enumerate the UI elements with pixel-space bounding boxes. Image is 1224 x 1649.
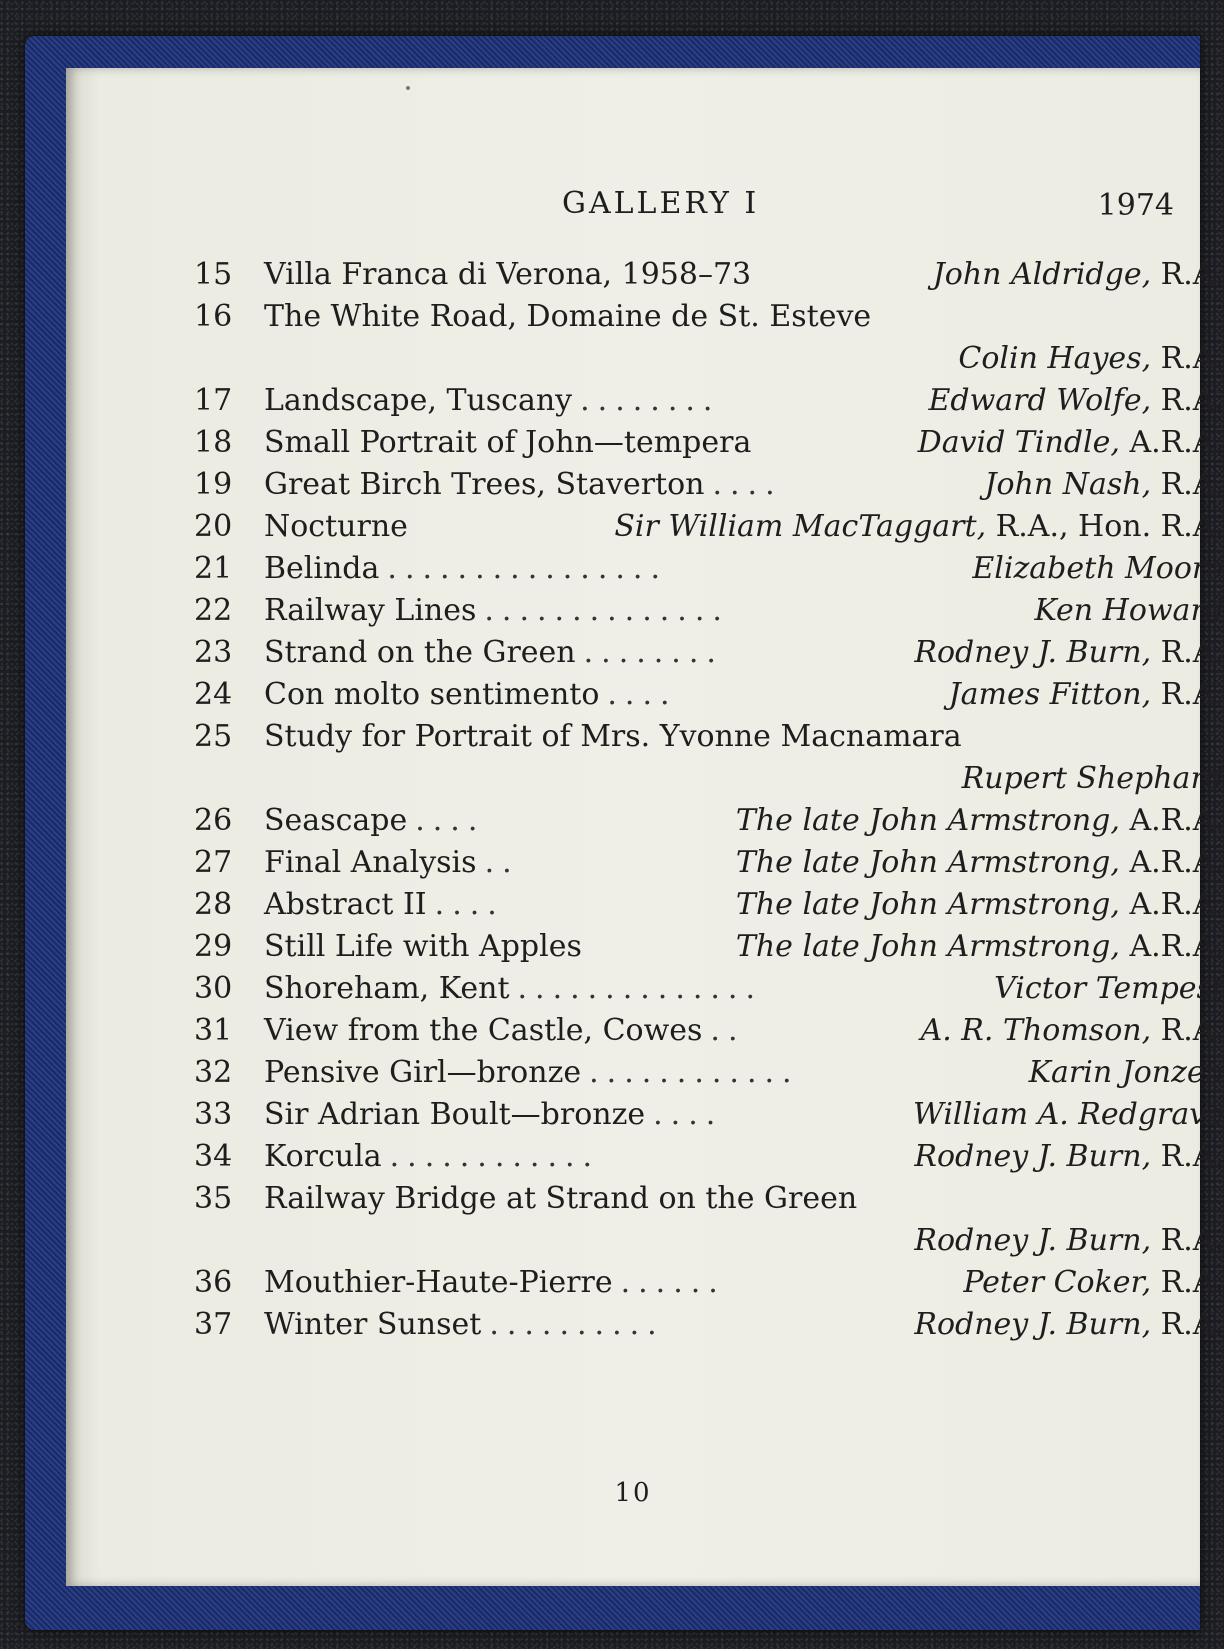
entry-line bbox=[194, 1136, 1224, 1178]
artist-name: Ken Howard bbox=[1034, 593, 1224, 628]
artist-credit bbox=[736, 884, 1224, 926]
artist-distinction: R.A. bbox=[1160, 1223, 1224, 1258]
entry-line bbox=[194, 632, 1224, 674]
paper-speck bbox=[406, 86, 410, 90]
artist-credit bbox=[736, 926, 1224, 968]
entry-number: 31 bbox=[194, 1013, 233, 1048]
catalogue-entry bbox=[194, 506, 1224, 548]
artist-credit bbox=[958, 338, 1224, 380]
entry-title: Sir Adrian Boult—bronze bbox=[264, 1097, 646, 1132]
entry-line bbox=[194, 506, 1224, 548]
catalogue-entries bbox=[194, 254, 1224, 1346]
artist-name: The late John Armstrong, bbox=[735, 887, 1120, 922]
artist-credit bbox=[984, 464, 1224, 506]
artist-credit bbox=[614, 506, 1224, 548]
catalogue-entry bbox=[194, 464, 1224, 506]
artist-name: David Tindle, bbox=[917, 425, 1120, 460]
entry-number: 25 bbox=[194, 719, 233, 754]
entry-line bbox=[194, 590, 1224, 632]
catalogue-entry bbox=[194, 968, 1224, 1010]
artist-distinction: A.R.A. bbox=[1129, 929, 1224, 964]
entry-title: Landscape, Tuscany bbox=[264, 383, 573, 418]
artist-credit bbox=[1034, 590, 1224, 632]
artist-distinction: R.A. bbox=[1160, 635, 1224, 670]
entry-number: 17 bbox=[194, 383, 233, 418]
entry-number: 23 bbox=[194, 635, 233, 670]
entry-line bbox=[194, 926, 1224, 968]
artist-distinction: R.A. bbox=[1160, 257, 1224, 292]
entry-line bbox=[194, 716, 1224, 758]
artist-credit bbox=[994, 968, 1224, 1010]
artist-name: James Fitton, bbox=[948, 677, 1152, 712]
leader-dots: .... bbox=[712, 467, 783, 502]
entry-title: Belinda bbox=[264, 551, 380, 586]
artist-name: Rodney J. Burn, bbox=[914, 635, 1152, 670]
artist-distinction: R.A. bbox=[1160, 383, 1224, 418]
entry-line bbox=[194, 842, 1224, 884]
artist-credit bbox=[914, 1136, 1224, 1178]
artist-credit bbox=[929, 380, 1224, 422]
artist-distinction: R.A. bbox=[1160, 1307, 1224, 1342]
entry-number: 29 bbox=[194, 929, 233, 964]
running-head bbox=[66, 186, 1200, 226]
artist-credit bbox=[962, 758, 1224, 800]
artist-credit bbox=[972, 548, 1224, 590]
catalogue-entry bbox=[194, 380, 1224, 422]
artist-distinction: R.A. bbox=[1160, 341, 1224, 376]
artist-name: Rupert Shephard bbox=[961, 761, 1224, 796]
artist-name: Elizabeth Moore bbox=[972, 551, 1224, 586]
artist-credit bbox=[921, 1010, 1224, 1052]
entry-title: Nocturne bbox=[264, 509, 408, 544]
leader-dots: .. bbox=[710, 1013, 746, 1048]
entry-line bbox=[194, 380, 1224, 422]
artist-name: The late John Armstrong, bbox=[735, 929, 1120, 964]
artist-name: Rodney J. Burn, bbox=[914, 1307, 1152, 1342]
leader-dots: .... bbox=[607, 677, 678, 712]
artist-name: Rodney J. Burn, bbox=[914, 1223, 1152, 1258]
leader-dots: .... bbox=[415, 803, 486, 838]
catalogue-entry bbox=[194, 842, 1224, 884]
catalogue-entry bbox=[194, 590, 1224, 632]
artist-line bbox=[194, 1220, 1224, 1262]
artist-distinction: R.A. bbox=[1160, 1265, 1224, 1300]
catalogue-entry bbox=[194, 716, 1224, 800]
artist-credit bbox=[736, 842, 1224, 884]
entry-number: 36 bbox=[194, 1265, 233, 1300]
entry-line bbox=[194, 1094, 1224, 1136]
artist-distinction: R.A. bbox=[1160, 467, 1224, 502]
entry-number: 30 bbox=[194, 971, 233, 1006]
page-number: 10 bbox=[614, 1478, 652, 1508]
catalogue-entry bbox=[194, 254, 1224, 296]
entry-title: Great Birch Trees, Staverton bbox=[264, 467, 705, 502]
entry-title: Study for Portrait of Mrs. Yvonne Macnamara bbox=[264, 719, 962, 754]
artist-name: Victor Tempest bbox=[994, 971, 1224, 1006]
entry-title: Con molto sentimento bbox=[264, 677, 600, 712]
artist-name: Peter Coker, bbox=[963, 1265, 1152, 1300]
entry-title: View from the Castle, Cowes bbox=[264, 1013, 703, 1048]
entry-number: 27 bbox=[194, 845, 233, 880]
entry-number: 15 bbox=[194, 257, 233, 292]
artist-credit bbox=[914, 1220, 1224, 1262]
entry-title: Villa Franca di Verona, 1958–73 bbox=[264, 257, 752, 292]
catalogue-entry bbox=[194, 674, 1224, 716]
entry-title: Strand on the Green bbox=[264, 635, 576, 670]
artist-name: Sir William MacTaggart, bbox=[614, 509, 987, 544]
leader-dots: ...... bbox=[620, 1265, 726, 1300]
artist-distinction: R.A. bbox=[1160, 677, 1224, 712]
leader-dots: ........ bbox=[580, 383, 721, 418]
artist-distinction: R.A. bbox=[1160, 1139, 1224, 1174]
entry-number: 35 bbox=[194, 1181, 233, 1216]
catalogue-entry bbox=[194, 1010, 1224, 1052]
artist-credit bbox=[918, 422, 1224, 464]
artist-credit bbox=[736, 800, 1224, 842]
entry-number: 32 bbox=[194, 1055, 233, 1090]
entry-title: Korcula bbox=[264, 1139, 382, 1174]
entry-number: 16 bbox=[194, 299, 233, 334]
artist-distinction: A.R.A. bbox=[1129, 845, 1224, 880]
entry-number: 37 bbox=[194, 1307, 233, 1342]
catalogue-entry bbox=[194, 1136, 1224, 1178]
artist-credit bbox=[1029, 1052, 1224, 1094]
artist-credit bbox=[949, 674, 1224, 716]
entry-line bbox=[194, 1304, 1224, 1346]
leader-dots: .. bbox=[484, 845, 520, 880]
artist-distinction: A.R.A. bbox=[1129, 425, 1224, 460]
artist-name: Karin Jonzen bbox=[1028, 1055, 1224, 1090]
artist-name: The late John Armstrong, bbox=[735, 845, 1120, 880]
leader-dots: .............. bbox=[517, 971, 764, 1006]
entry-line bbox=[194, 422, 1224, 464]
entry-line bbox=[194, 674, 1224, 716]
artist-name: John Aldridge, bbox=[932, 257, 1152, 292]
gallery-title: GALLERY I bbox=[562, 186, 760, 221]
leader-dots: .............. bbox=[484, 593, 730, 628]
entry-title: Seascape bbox=[264, 803, 408, 838]
entry-line bbox=[194, 1052, 1224, 1094]
artist-name: Edward Wolfe, bbox=[928, 383, 1152, 418]
entry-title: Mouthier-Haute-Pierre bbox=[264, 1265, 613, 1300]
entry-line bbox=[194, 464, 1224, 506]
artist-name: The late John Armstrong, bbox=[735, 803, 1120, 838]
entry-title: Small Portrait of John—tempera bbox=[264, 425, 752, 460]
artist-name: Rodney J. Burn, bbox=[914, 1139, 1152, 1174]
catalogue-entry bbox=[194, 884, 1224, 926]
leader-dots: ........ bbox=[583, 635, 724, 670]
entry-number: 34 bbox=[194, 1139, 233, 1174]
catalogue-entry bbox=[194, 1052, 1224, 1094]
artist-credit bbox=[963, 1262, 1224, 1304]
entry-title: The White Road, Domaine de St. Esteve bbox=[264, 299, 872, 334]
artist-credit bbox=[913, 1094, 1224, 1136]
entry-line bbox=[194, 254, 1224, 296]
entry-title: Shoreham, Kent bbox=[264, 971, 510, 1006]
artist-credit bbox=[914, 632, 1224, 674]
catalogue-entry bbox=[194, 632, 1224, 674]
catalogue-entry bbox=[194, 296, 1224, 380]
entry-title: Still Life with Apples bbox=[264, 929, 582, 964]
catalogue-year: 1974 bbox=[1097, 188, 1174, 223]
artist-distinction: R.A. bbox=[1160, 1013, 1224, 1048]
catalogue-entry bbox=[194, 1178, 1224, 1262]
entry-number: 33 bbox=[194, 1097, 233, 1132]
entry-line bbox=[194, 548, 1224, 590]
entry-line bbox=[194, 800, 1224, 842]
entry-title: Abstract II bbox=[264, 887, 427, 922]
entry-number: 21 bbox=[194, 551, 233, 586]
catalogue-entry bbox=[194, 800, 1224, 842]
entry-line bbox=[194, 1010, 1224, 1052]
artist-name: Colin Hayes, bbox=[958, 341, 1152, 376]
artist-name: William A. Redgrave bbox=[913, 1097, 1224, 1132]
leader-dots: .... bbox=[434, 887, 505, 922]
artist-name: A. R. Thomson, bbox=[920, 1013, 1152, 1048]
leader-dots: ............ bbox=[389, 1139, 601, 1174]
entry-number: 19 bbox=[194, 467, 233, 502]
artist-credit bbox=[914, 1304, 1224, 1346]
catalogue-entry bbox=[194, 548, 1224, 590]
entry-title: Railway Bridge at Strand on the Green bbox=[264, 1181, 858, 1216]
artist-name: John Nash, bbox=[984, 467, 1152, 502]
entry-line bbox=[194, 968, 1224, 1010]
entry-title: Final Analysis bbox=[264, 845, 477, 880]
entry-number: 28 bbox=[194, 887, 233, 922]
entry-number: 24 bbox=[194, 677, 233, 712]
artist-distinction: R.A., Hon. R.A. bbox=[995, 509, 1224, 544]
entry-line bbox=[194, 1178, 1224, 1220]
catalogue-entry bbox=[194, 1304, 1224, 1346]
entry-title: Pensive Girl—bronze bbox=[264, 1055, 582, 1090]
entry-title: Winter Sunset bbox=[264, 1307, 482, 1342]
leader-dots: ................ bbox=[387, 551, 668, 586]
artist-line bbox=[194, 338, 1224, 380]
entry-number: 26 bbox=[194, 803, 233, 838]
leader-dots: ............ bbox=[589, 1055, 800, 1090]
artist-credit bbox=[933, 254, 1224, 296]
catalogue-entry bbox=[194, 926, 1224, 968]
catalogue-entry bbox=[194, 422, 1224, 464]
entry-number: 22 bbox=[194, 593, 233, 628]
entry-line bbox=[194, 1262, 1224, 1304]
artist-distinction: A.R.A. bbox=[1129, 803, 1224, 838]
leader-dots: .......... bbox=[489, 1307, 665, 1342]
artist-line bbox=[194, 758, 1224, 800]
entry-line bbox=[194, 884, 1224, 926]
entry-number: 20 bbox=[194, 509, 233, 544]
artist-distinction: A.R.A. bbox=[1129, 887, 1224, 922]
entry-title: Railway Lines bbox=[264, 593, 477, 628]
catalogue-entry bbox=[194, 1262, 1224, 1304]
entry-number: 18 bbox=[194, 425, 233, 460]
entry-line bbox=[194, 296, 1224, 338]
catalogue-entry bbox=[194, 1094, 1224, 1136]
leader-dots: .... bbox=[653, 1097, 724, 1132]
catalogue-page bbox=[66, 68, 1224, 1586]
